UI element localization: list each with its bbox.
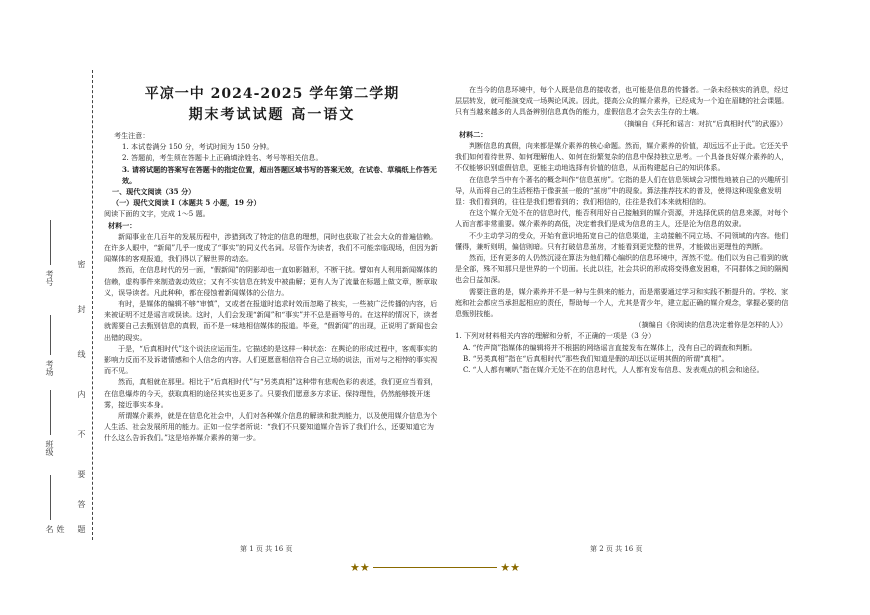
footer-ornament xyxy=(350,561,520,574)
kaochang-field[interactable] xyxy=(50,315,51,355)
exam-subtitle: 期末考试试题 高一语文 xyxy=(188,107,356,123)
seal-line xyxy=(92,70,93,540)
article-paragraph: 然而，真相就在那里。相比于“后真相时代”与“另类真相”这种带有悲观色彩的表述，我们更应当看到，在信息爆炸的今天，获取真相的途径其实也更多了。只要我们愿意多方求证、保持理性，仍然能够拨开迷雾，接近事实本身。 xyxy=(104,377,438,409)
star-icon: ★★ xyxy=(500,561,520,574)
left-column xyxy=(104,84,440,444)
seal-mark: 封 xyxy=(77,305,86,313)
article-paragraph: 所谓媒介素养，就是在信息化社会中，人们对各种媒介信息的解读和批判能力，以及使用媒介信息为个人生活、社会发展所用的能力。正如一位学者所说：“我们不只要知道媒介告诉了我们什么，还要知道它为什么这么告诉我们。”这是培养媒介素养的第一步。 xyxy=(104,411,438,443)
material-label: 材料一： xyxy=(108,220,137,230)
article-paragraph: 在这个媒介无处不在的信息时代，能否利用好自己接触到的媒介资源，并选择优质的信息来源，对每个人而言都非常重要。媒介素养的高低，决定着我们是成为信息的主人，还是沦为信息的奴隶。 xyxy=(455,208,789,229)
seal-mark: 题 xyxy=(77,525,86,533)
article-paragraph: 判断信息的真假，向来都是媒介素养的核心命题。然而，媒介素养的价值，却远远不止于此。它还关乎我们如何看待世界、如何理解他人、如何在纷繁复杂的信息中保持独立思考。一个具备良好媒介素养的人，不仅能够识别虚假信息，更能主动地选择有价值的信息，从而构建起自己的知识体系。 xyxy=(455,141,789,173)
notice-item: 1. 本试卷满分 150 分，考试时间为 150 分钟。 xyxy=(122,142,274,152)
article-paragraph: 然而，在信息时代的另一面，“假新闻”的阴影却也一直如影随形，不断干扰。譬如有人利用新闻媒体的信赖，虚构事件来制造轰动效应；又有不实信息在转发中被曲解；更有人为了流量在标题上做文章，断章取义，误导读者。凡此种种，都在侵蚀着新闻媒体的公信力。 xyxy=(104,265,438,297)
article-paragraph: 新闻事业在几百年的发展历程中，涉猎到改了特定的信息的理想，同时也获取了社会大众的普遍信赖。在许多人眼中，“新闻”几乎一度成了“事实”的同义代名词。尽管作为读者，我们不可能亲临现场，但因为新闻媒体的客观报道，我们得以了解世界的动态。 xyxy=(104,231,438,264)
seal-mark: 答 xyxy=(77,500,86,508)
question-stem: 1. 下列对材料相关内容的理解和分析，不正确的一项是（3 分） xyxy=(455,331,656,341)
material-label: 材料二： xyxy=(459,129,488,139)
notice-item: 2. 答题前，考生须在答题卡上正确填涂姓名、考号等相关信息。 xyxy=(122,153,323,163)
exam-title: 平凉一中 2024-2025 学年第二学期 xyxy=(144,86,400,102)
article-paragraph: 有时，是媒体的编辑不够“审慎”，又或者在报道时追求时效而忽略了核实，一些被广泛传播的内容，后来被证明不过是谣言或误读。这时，人们会发现“新闻”和“事实”并不总是画等号的。在这样的情况下，读者就需要自己去甄别信息的真假，而不是一味地相信媒体的报道。毕竟，“假新闻”的出现，正说明了新闻也会出错的现实。 xyxy=(104,299,438,342)
right-column xyxy=(455,84,795,375)
ornament-rule xyxy=(373,567,498,568)
question-option: B. “另类真相”指在“后真相时代”那些我们知道是假的却还以证明其假的所谓“真相”。 xyxy=(463,353,729,363)
seal-mark: 不 xyxy=(77,430,86,438)
question-option: C. “人人都有喇叭”指在媒介无处不在的信息时代，人人都有发布信息、发表观点的机会和途径。 xyxy=(463,365,764,375)
notice-heading: 考生注意： xyxy=(114,131,150,140)
page-number-right: 第 2 页 共 16 页 xyxy=(590,545,643,553)
seal-mark: 要 xyxy=(77,470,86,478)
source-citation: （摘编自《拜托和谣言：对抗“后真相时代”的武器》） xyxy=(620,118,787,128)
subsection-heading: （一）现代文阅读 I（本题共 5 小题，19 分） xyxy=(112,198,261,208)
reading-instruction: 阅读下面的文字，完成 1～5 题。 xyxy=(104,209,210,219)
banji-label: 班级 xyxy=(45,440,54,456)
page-number-left: 第 1 页 共 16 页 xyxy=(240,545,293,553)
xingming-field[interactable] xyxy=(50,475,51,520)
article-paragraph: 于是，“后真相时代”这个说法应运而生。它描述的是这样一种状态：在舆论的形成过程中，客观事实的影响力反而不及诉诸情感和个人信念的内容。人们更愿意相信符合自己立场的说法，而对与之相悖的事实视而不见。 xyxy=(104,343,438,376)
kaochang-label: 考场 xyxy=(45,360,54,376)
source-citation: （摘编自《你阅读的信息决定着你是怎样的人》） xyxy=(634,320,787,330)
article-paragraph: 需要注意的是，媒介素养并不是一种与生俱来的能力，而是需要通过学习和实践不断提升的。学校、家庭和社会都应当承担起相应的责任，帮助每一个人，尤其是青少年，建立起正确的媒介观念，掌握必要的信息甄别技能。 xyxy=(455,286,789,319)
section-heading: 一、现代文阅读（35 分） xyxy=(112,187,196,197)
seal-mark: 线 xyxy=(77,350,86,358)
question-option: A. “传声筒”指媒体的编辑将并不根据的网络谣言直接发布在媒体上，没有自己的调查和判断。 xyxy=(463,342,757,352)
banji-field[interactable] xyxy=(50,390,51,435)
article-paragraph: 不少主动学习的受众，开始有意识地拓宽自己的信息渠道，主动接触不同立场、不同领域的内容。他们懂得，兼听则明，偏信则暗。只有打破信息茧房，才能看到更完整的世界，才能做出更理性的判断。 xyxy=(455,230,789,251)
kaohao-field[interactable] xyxy=(50,220,51,265)
star-icon: ★★ xyxy=(350,561,370,574)
notice-item: 3. 请将试题的答案写在答题卡的指定位置，超出答题区域书写的答案无效，在试卷、草稿纸上作答无效。 xyxy=(122,164,437,185)
xingming-label: 姓名 xyxy=(45,525,65,533)
article-paragraph: 在信息学当中有个著名的概念叫作“信息茧房”。它指的是人们在信息领域会习惯性地被自己的兴趣所引导，从而将自己的生活桎梏于像蚕茧一般的“茧房”中的现象。算法推荐技术的普及，使得这种现象愈发明显：我们看到的，往往是我们想看到的；我们相信的，往往是我们本来就相信的。 xyxy=(455,174,789,207)
seal-mark: 内 xyxy=(77,390,86,398)
binding-strip xyxy=(0,70,100,540)
seal-mark: 密 xyxy=(77,260,86,268)
kaohao-label: 考号 xyxy=(45,270,54,286)
article-paragraph: 然而，还有更多的人仍然沉浸在算法为他们精心编织的信息环境中，浑然不觉。他们以为自己看到的就是全部，殊不知那只是世界的一个切面。长此以往，社会共识的形成将变得愈发困难，不同群体之间的隔阂也会日益加深。 xyxy=(455,253,789,285)
article-paragraph: 在当今的信息环境中，每个人既是信息的接收者，也可能是信息的传播者。一条未经核实的消息，经过层层转发，就可能演变成一场舆论风波。因此，提高公众的媒介素养，已经成为一个迫在眉睫的社会课题。只有当越来越多的人具备辨别信息真伪的能力，虚假信息才会失去生存的土壤。 xyxy=(455,85,789,117)
